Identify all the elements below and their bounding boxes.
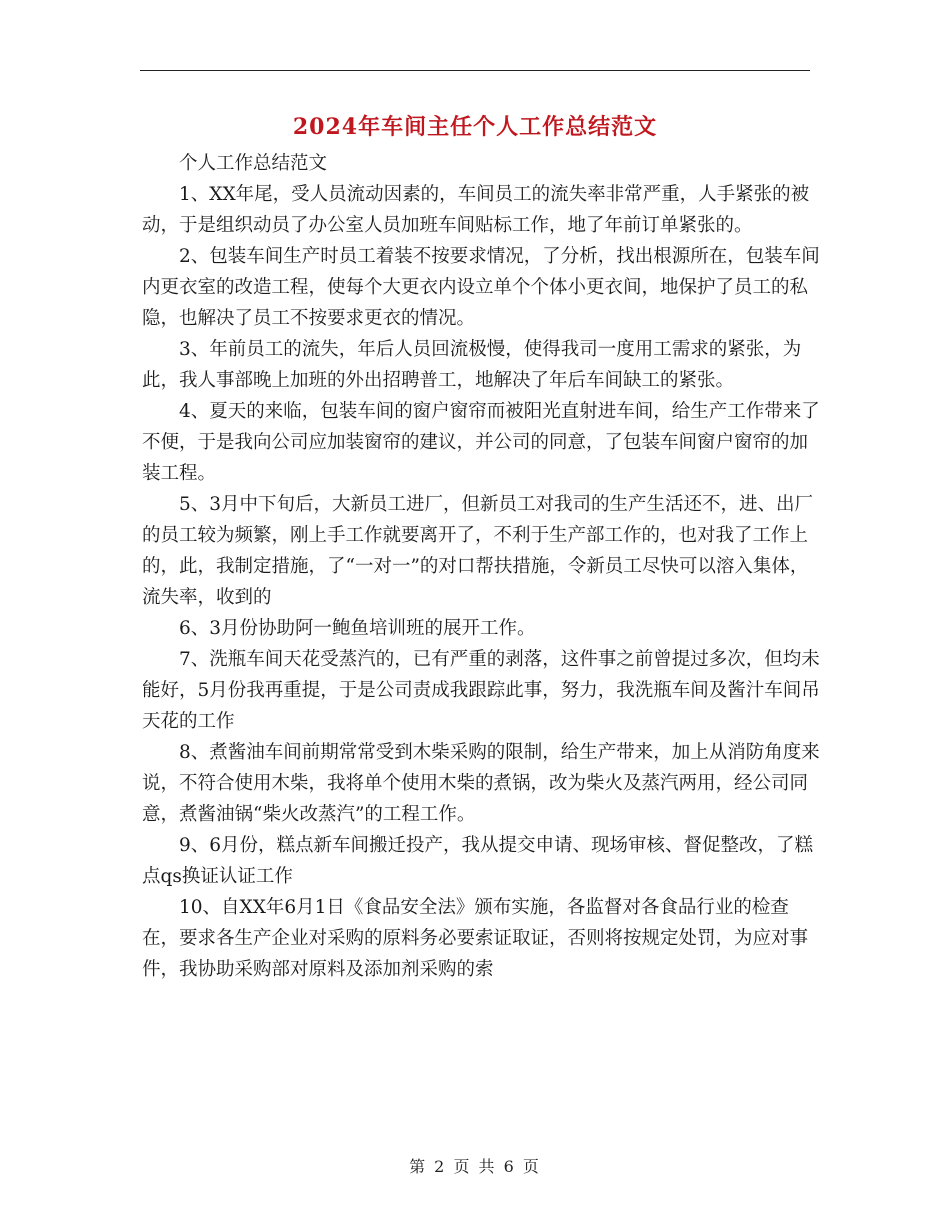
paragraph-item-4: 4、夏天的来临，包装车间的窗户窗帘而被阳光直射进车间，给生产工作带来了不便，于是我向公司应加装窗帘的建议，并公司的同意，了包装车间窗户窗帘的加装工程。 bbox=[142, 401, 820, 484]
paragraph-item-2: 2、包装车间生产时员工着装不按要求情况，了分析，找出根源所在，包装车间内更衣室的改造工程，使每个大更衣内设立单个个体小更衣间，地保护了员工的私隐，也解决了员工不按要求更衣的情况。 bbox=[142, 246, 820, 329]
paragraph-item-1: 1、XX年尾，受人员流动因素的，车间员工的流失率非常严重，人手紧张的被动，于是组织动员了办公室人员加班车间贴标工作，地了年前订单紧张的。 bbox=[142, 184, 810, 236]
paragraph-item-10: 10、自XX年6月1日《食品安全法》颁布实施，各监督对各食品行业的检查在，要求各生产企业对采购的原料务必要索证取证，否则将按规定处罚，为应对事件，我协助采购部对原料及添加剂采购的索 bbox=[142, 897, 809, 980]
paragraph-item-8: 8、煮酱油车间前期常常受到木柴采购的限制，给生产带来，加上从消防角度来说，不符合使用木柴，我将单个使用木柴的煮锅，改为柴火及蒸汽两用，经公司同意，煮酱油锅“柴火改蒸汽”的工程工作。 bbox=[142, 742, 820, 825]
paragraph-item-9: 9、6月份，糕点新车间搬迁投产，我从提交申请、现场审核、督促整改，了糕点qs换证认证工作 bbox=[142, 835, 814, 887]
paragraph-item-3: 3、年前员工的流失，年后人员回流极慢，使得我司一度用工需求的紧张，为此，我人事部晚上加班的外出招聘普工，地解决了年后车间缺工的紧张。 bbox=[142, 339, 802, 391]
paragraph-subtitle: 个人工作总结范文 bbox=[179, 153, 328, 174]
paragraph-item-6: 6、3月份协助阿一鲍鱼培训班的展开工作。 bbox=[179, 618, 536, 639]
page-indicator: 第 2 页 共 6 页 bbox=[409, 1157, 541, 1176]
paragraph-item-7: 7、洗瓶车间天花受蒸汽的，已有严重的剥落，这件事之前曾提过多次，但均未能好，5月份我再重提，于是公司责成我跟踪此事，努力，我洗瓶车间及酱汁车间吊天花的工作 bbox=[142, 649, 820, 732]
paragraph-item-5: 5、3月中下旬后，大新员工进厂，但新员工对我司的生产生活还不，进、出厂的员工较为频繁，刚上手工作就要离开了，不利于生产部工作的，也对我了工作上的，此，我制定措施，了“一对一”的对口帮扶措施，令新员工尽快可以溶入集体，流失率，收到的 bbox=[142, 494, 814, 608]
document-body bbox=[142, 148, 822, 985]
header-rule bbox=[140, 70, 810, 71]
document-title: 2024年车间主任个人工作总结范文 bbox=[292, 114, 658, 140]
